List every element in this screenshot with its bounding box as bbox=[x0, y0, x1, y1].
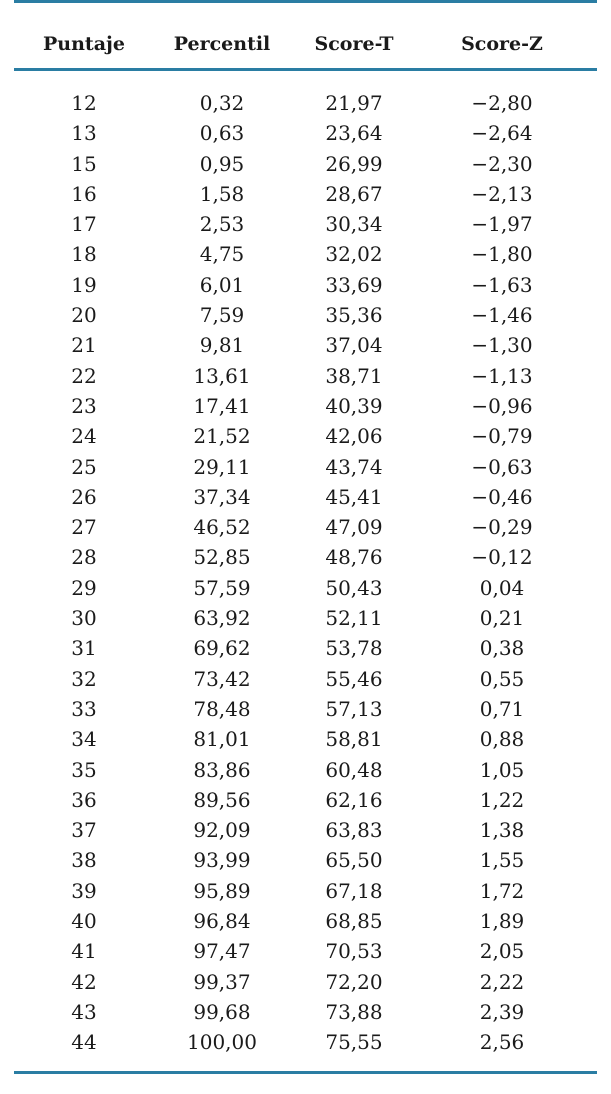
table-row bbox=[0, 88, 611, 118]
score-t-cell: 21,97 bbox=[325, 91, 383, 115]
percentil-cell: 46,52 bbox=[193, 515, 251, 540]
header-percentil: Percentil bbox=[173, 33, 271, 55]
puntaje-cell: 19 bbox=[71, 272, 97, 297]
table-row bbox=[0, 694, 611, 724]
table-row bbox=[0, 512, 611, 542]
puntaje-cell: 42 bbox=[71, 969, 97, 994]
score-z-cell: −1,13 bbox=[471, 363, 533, 388]
score-t-cell: 23,64 bbox=[325, 121, 383, 146]
puntaje-cell: 31 bbox=[71, 636, 97, 661]
table-top-rule bbox=[14, 0, 597, 3]
score-t-cell: 55,46 bbox=[325, 666, 383, 691]
score-t-cell: 67,18 bbox=[325, 878, 383, 903]
score-t-cell: 28,67 bbox=[325, 181, 383, 206]
puntaje-cell: 37 bbox=[71, 818, 97, 843]
puntaje-cell: 39 bbox=[71, 878, 97, 903]
percentil-cell: 29,11 bbox=[193, 454, 251, 479]
percentil-cell: 0,95 bbox=[199, 151, 245, 176]
score-z-cell: 1,89 bbox=[479, 909, 525, 934]
table-row bbox=[0, 330, 611, 360]
puntaje-cell: 15 bbox=[71, 151, 97, 176]
percentil-cell: 2,53 bbox=[199, 212, 245, 237]
table-row bbox=[0, 421, 611, 451]
puntaje-cell: 18 bbox=[71, 242, 97, 267]
table-header-rule bbox=[14, 68, 597, 71]
score-t-cell: 40,39 bbox=[325, 393, 383, 418]
puntaje-cell: 29 bbox=[71, 575, 97, 600]
puntaje-cell: 28 bbox=[71, 545, 97, 570]
percentil-cell: 100,00 bbox=[187, 1030, 257, 1055]
score-z-cell: −2,30 bbox=[471, 151, 533, 176]
percentil-cell: 57,59 bbox=[193, 575, 251, 600]
puntaje-cell: 38 bbox=[71, 848, 97, 873]
score-t-cell: 60,48 bbox=[325, 757, 383, 782]
score-z-cell: −0,96 bbox=[471, 393, 533, 418]
table-row bbox=[0, 603, 611, 633]
puntaje-cell: 16 bbox=[71, 181, 97, 206]
percentil-cell: 89,56 bbox=[193, 787, 251, 812]
score-z-cell: −1,46 bbox=[471, 303, 533, 328]
table-row bbox=[0, 664, 611, 694]
score-z-cell: 1,38 bbox=[479, 818, 525, 843]
score-t-cell: 38,71 bbox=[325, 363, 383, 388]
percentil-cell: 4,75 bbox=[199, 242, 245, 267]
score-z-cell: 0,21 bbox=[479, 606, 525, 631]
score-t-cell: 65,50 bbox=[325, 848, 383, 873]
score-t-cell: 68,85 bbox=[325, 909, 383, 934]
puntaje-cell: 30 bbox=[71, 606, 97, 631]
puntaje-cell: 23 bbox=[71, 393, 97, 418]
score-z-cell: 1,72 bbox=[479, 878, 525, 903]
table-row bbox=[0, 1027, 611, 1057]
score-t-cell: 43,74 bbox=[325, 454, 383, 479]
puntaje-cell: 33 bbox=[71, 696, 97, 721]
percentil-cell: 93,99 bbox=[193, 848, 251, 873]
score-t-cell: 62,16 bbox=[325, 787, 383, 812]
percentil-cell: 0,32 bbox=[199, 91, 245, 115]
percentil-cell: 96,84 bbox=[193, 909, 251, 934]
score-t-cell: 63,83 bbox=[325, 818, 383, 843]
puntaje-cell: 32 bbox=[71, 666, 97, 691]
score-z-cell: 2,39 bbox=[479, 999, 525, 1024]
table-row bbox=[0, 633, 611, 663]
score-t-cell: 58,81 bbox=[325, 727, 383, 752]
percentil-cell: 92,09 bbox=[193, 818, 251, 843]
score-t-cell: 53,78 bbox=[325, 636, 383, 661]
percentil-cell: 97,47 bbox=[193, 939, 251, 964]
puntaje-cell: 12 bbox=[71, 91, 97, 115]
percentil-cell: 21,52 bbox=[193, 424, 251, 449]
score-z-cell: 2,05 bbox=[479, 939, 525, 964]
puntaje-cell: 41 bbox=[71, 939, 97, 964]
percentil-cell: 13,61 bbox=[193, 363, 251, 388]
score-z-cell: 2,22 bbox=[479, 969, 525, 994]
table-row bbox=[0, 300, 611, 330]
score-z-cell: 1,22 bbox=[479, 787, 525, 812]
table-row bbox=[0, 906, 611, 936]
percentil-cell: 81,01 bbox=[193, 727, 251, 752]
table-row bbox=[0, 876, 611, 906]
table-row bbox=[0, 936, 611, 966]
percentil-cell: 99,68 bbox=[193, 999, 251, 1024]
percentil-cell: 78,48 bbox=[193, 696, 251, 721]
table-row bbox=[0, 785, 611, 815]
score-z-cell: −1,30 bbox=[471, 333, 533, 358]
score-t-cell: 47,09 bbox=[325, 515, 383, 540]
header-score-t: Score-T bbox=[314, 33, 394, 55]
table-row bbox=[0, 391, 611, 421]
score-t-cell: 48,76 bbox=[325, 545, 383, 570]
puntaje-cell: 24 bbox=[71, 424, 97, 449]
score-t-cell: 42,06 bbox=[325, 424, 383, 449]
puntaje-cell: 34 bbox=[71, 727, 97, 752]
puntaje-cell: 25 bbox=[71, 454, 97, 479]
score-z-cell: −0,79 bbox=[471, 424, 533, 449]
puntaje-cell: 40 bbox=[71, 909, 97, 934]
score-z-cell: 0,88 bbox=[479, 727, 525, 752]
percentil-cell: 37,34 bbox=[193, 484, 251, 509]
score-t-cell: 30,34 bbox=[325, 212, 383, 237]
puntaje-cell: 22 bbox=[71, 363, 97, 388]
score-t-cell: 26,99 bbox=[325, 151, 383, 176]
puntaje-cell: 21 bbox=[71, 333, 97, 358]
puntaje-cell: 27 bbox=[71, 515, 97, 540]
score-z-cell: −1,97 bbox=[471, 212, 533, 237]
score-t-cell: 73,88 bbox=[325, 999, 383, 1024]
puntaje-cell: 44 bbox=[71, 1030, 97, 1055]
table-row bbox=[0, 149, 611, 179]
percentil-cell: 95,89 bbox=[193, 878, 251, 903]
score-t-cell: 50,43 bbox=[325, 575, 383, 600]
percentil-cell: 6,01 bbox=[199, 272, 245, 297]
table-row bbox=[0, 482, 611, 512]
table-row bbox=[0, 815, 611, 845]
score-z-cell: −2,64 bbox=[471, 121, 533, 146]
table-row bbox=[0, 724, 611, 754]
score-t-cell: 52,11 bbox=[325, 606, 383, 631]
percentil-cell: 17,41 bbox=[193, 393, 251, 418]
percentil-cell: 52,85 bbox=[193, 545, 251, 570]
table-row bbox=[0, 573, 611, 603]
score-t-cell: 75,55 bbox=[325, 1030, 383, 1055]
table-bottom-rule bbox=[14, 1071, 597, 1074]
table-row bbox=[0, 452, 611, 482]
puntaje-cell: 36 bbox=[71, 787, 97, 812]
score-t-cell: 45,41 bbox=[325, 484, 383, 509]
score-z-cell: 2,56 bbox=[479, 1030, 525, 1055]
score-z-cell: −0,29 bbox=[471, 515, 533, 540]
score-t-cell: 33,69 bbox=[325, 272, 383, 297]
score-t-cell: 70,53 bbox=[325, 939, 383, 964]
percentil-cell: 99,37 bbox=[193, 969, 251, 994]
score-t-cell: 72,20 bbox=[325, 969, 383, 994]
score-t-cell: 35,36 bbox=[325, 303, 383, 328]
percentil-cell: 1,58 bbox=[199, 181, 245, 206]
puntaje-cell: 13 bbox=[71, 121, 97, 146]
percentil-cell: 0,63 bbox=[199, 121, 245, 146]
puntaje-cell: 35 bbox=[71, 757, 97, 782]
score-t-cell: 32,02 bbox=[325, 242, 383, 267]
percentil-cell: 63,92 bbox=[193, 606, 251, 631]
score-z-cell: −1,80 bbox=[471, 242, 533, 267]
puntaje-cell: 26 bbox=[71, 484, 97, 509]
score-t-cell: 57,13 bbox=[325, 696, 383, 721]
score-z-cell: −0,46 bbox=[471, 484, 533, 509]
percentil-cell: 7,59 bbox=[199, 303, 245, 328]
percentil-cell: 73,42 bbox=[193, 666, 251, 691]
puntaje-cell: 17 bbox=[71, 212, 97, 237]
table-row bbox=[0, 209, 611, 239]
score-z-cell: 1,55 bbox=[479, 848, 525, 873]
percentil-cell: 69,62 bbox=[193, 636, 251, 661]
score-z-cell: 1,05 bbox=[479, 757, 525, 782]
table-row bbox=[0, 542, 611, 572]
score-z-cell: −0,63 bbox=[471, 454, 533, 479]
table-row bbox=[0, 755, 611, 785]
table-row bbox=[0, 967, 611, 997]
score-z-cell: 0,71 bbox=[479, 696, 525, 721]
score-z-cell: 0,55 bbox=[479, 666, 525, 691]
table-body bbox=[0, 88, 611, 1058]
score-z-cell: −1,63 bbox=[471, 272, 533, 297]
table-row bbox=[0, 997, 611, 1027]
header-score-z: Score-Z bbox=[461, 33, 543, 55]
score-z-cell: −2,80 bbox=[471, 91, 533, 115]
score-z-cell: 0,04 bbox=[479, 575, 525, 600]
score-z-cell: −0,12 bbox=[471, 545, 533, 570]
score-z-cell: 0,38 bbox=[479, 636, 525, 661]
percentil-cell: 83,86 bbox=[193, 757, 251, 782]
table-row bbox=[0, 179, 611, 209]
table-row bbox=[0, 845, 611, 875]
score-z-cell: −2,13 bbox=[471, 181, 533, 206]
table-row bbox=[0, 239, 611, 269]
puntaje-cell: 43 bbox=[71, 999, 97, 1024]
header-puntaje: Puntaje bbox=[43, 33, 125, 55]
percentil-cell: 9,81 bbox=[199, 333, 245, 358]
table-row bbox=[0, 118, 611, 148]
table-row bbox=[0, 361, 611, 391]
puntaje-cell: 20 bbox=[71, 303, 97, 328]
table-row bbox=[0, 270, 611, 300]
score-t-cell: 37,04 bbox=[325, 333, 383, 358]
